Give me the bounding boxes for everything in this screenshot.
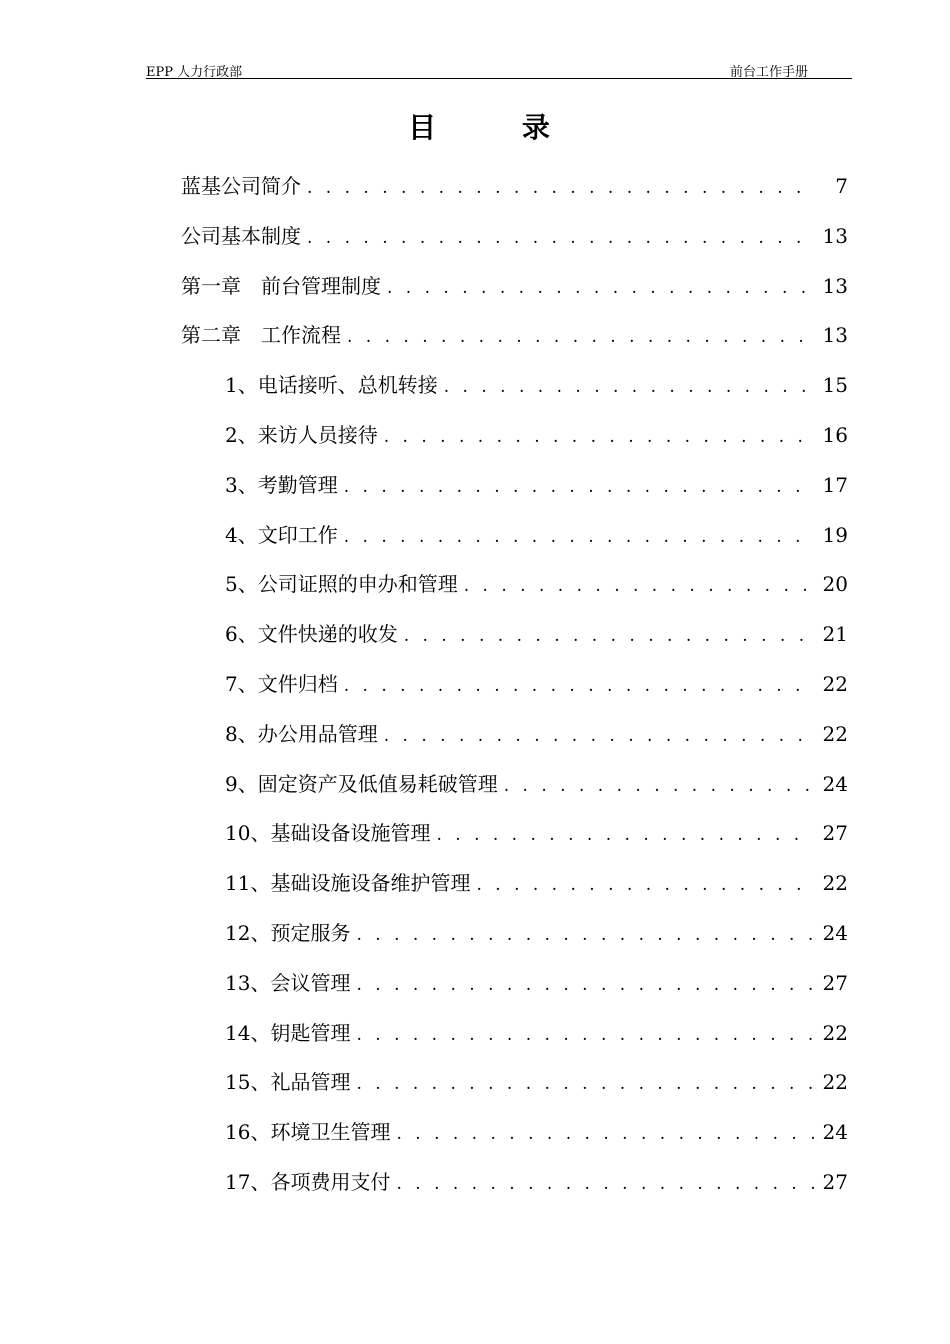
toc-entry[interactable] xyxy=(225,1114,848,1150)
toc-entry[interactable] xyxy=(225,766,848,802)
toc-entry-label: 17、各项费用支付 xyxy=(225,1170,391,1194)
toc-entry-page-number: 22 xyxy=(822,1070,848,1095)
toc-entry-label: 12、预定服务 xyxy=(225,921,351,945)
toc-entry-label: 1、电话接听、总机转接 xyxy=(225,373,438,398)
toc-leader-dots xyxy=(504,768,814,804)
toc-entry-label: 13、会议管理 xyxy=(225,970,351,995)
toc-leader-dots xyxy=(356,1066,814,1102)
toc-entry-page-number: 24 xyxy=(822,921,848,945)
toc-leader-dots xyxy=(344,519,814,555)
toc-entry[interactable] xyxy=(225,915,848,951)
toc-leader-dots xyxy=(356,917,814,953)
toc-entry-label: 15、礼品管理 xyxy=(225,1070,351,1095)
toc-entry-label: 第二章 工作流程 xyxy=(181,323,341,348)
toc-leader-dots xyxy=(476,867,814,903)
toc-entry-page-number: 19 xyxy=(822,522,848,547)
toc-leader-dots xyxy=(387,270,814,306)
header-manual-title: 前台工作手册 xyxy=(729,65,808,80)
toc-entry-page-number: 16 xyxy=(822,423,848,447)
header-department: EPP 人力行政部 xyxy=(146,65,243,80)
toc-leader-dots xyxy=(436,817,814,853)
toc-entry[interactable] xyxy=(225,1064,848,1100)
toc-entry[interactable] xyxy=(181,317,848,353)
toc-entry-page-number: 7 xyxy=(835,174,848,198)
toc-entry-page-number: 13 xyxy=(822,223,848,248)
toc-entry-label: 2、来访人员接待 xyxy=(225,423,378,447)
toc-entry-label: 16、环境卫生管理 xyxy=(225,1120,391,1145)
toc-entry[interactable] xyxy=(225,815,848,851)
toc-leader-dots xyxy=(356,1017,814,1053)
toc-entry-page-number: 22 xyxy=(822,721,848,746)
toc-entry[interactable] xyxy=(225,965,848,1001)
toc-entry[interactable] xyxy=(225,1164,848,1200)
toc-entry[interactable] xyxy=(181,268,848,304)
toc-entry-label: 7、文件归档 xyxy=(225,672,338,696)
toc-entry-label: 11、基础设施设备维护管理 xyxy=(225,871,471,896)
toc-entry-page-number: 22 xyxy=(822,672,848,696)
toc-entry-page-number: 27 xyxy=(822,970,848,995)
toc-entry-page-number: 24 xyxy=(822,1120,848,1145)
toc-entry[interactable] xyxy=(225,716,848,752)
toc-entry[interactable] xyxy=(181,218,848,254)
toc-entry-label: 4、文印工作 xyxy=(225,522,338,547)
toc-entry[interactable] xyxy=(225,616,848,652)
toc-leader-dots xyxy=(464,568,814,604)
toc-entry[interactable] xyxy=(225,467,848,503)
toc-entry-label: 公司基本制度 xyxy=(181,223,301,248)
toc-leader-dots xyxy=(404,618,814,654)
toc-entry[interactable] xyxy=(225,865,848,901)
toc-entry-label: 6、文件快递的收发 xyxy=(225,622,398,647)
toc-entry-label: 蓝基公司简介 xyxy=(181,174,301,198)
toc-entry-page-number: 27 xyxy=(822,1170,848,1194)
toc-entry-page-number: 20 xyxy=(822,572,848,597)
toc-entry-page-number: 13 xyxy=(822,273,848,298)
toc-entry-page-number: 27 xyxy=(822,821,848,846)
toc-entry-page-number: 21 xyxy=(822,622,848,647)
toc-entry-page-number: 22 xyxy=(822,871,848,896)
toc-leader-dots xyxy=(307,170,814,206)
toc-entry[interactable] xyxy=(225,1015,848,1051)
toc-leader-dots xyxy=(384,718,814,754)
page-header xyxy=(146,58,852,79)
toc-entry[interactable] xyxy=(225,517,848,553)
toc-entry[interactable] xyxy=(225,417,848,453)
toc-leader-dots xyxy=(347,319,814,355)
toc-entry-label: 10、基础设备设施管理 xyxy=(225,821,431,846)
toc-entry-page-number: 22 xyxy=(822,1020,848,1045)
toc-entry-label: 3、考勤管理 xyxy=(225,472,338,497)
toc-entry-label: 5、公司证照的申办和管理 xyxy=(225,572,458,597)
toc-entry-label: 14、钥匙管理 xyxy=(225,1020,351,1045)
toc-entry-label: 9、固定资产及低值易耗破管理 xyxy=(225,771,498,796)
toc-leader-dots xyxy=(344,668,814,704)
toc-entry[interactable] xyxy=(225,367,848,403)
toc-leader-dots xyxy=(356,967,814,1003)
toc-entry-page-number: 15 xyxy=(822,373,848,398)
toc-entry[interactable] xyxy=(181,168,848,204)
toc-leader-dots xyxy=(384,419,814,455)
toc-leader-dots xyxy=(444,369,814,405)
toc-leader-dots xyxy=(396,1116,814,1152)
toc-entry[interactable] xyxy=(225,666,848,702)
toc-entry-page-number: 24 xyxy=(822,771,848,796)
toc-entry-label: 第一章 前台管理制度 xyxy=(181,273,381,298)
toc-leader-dots xyxy=(344,469,814,505)
toc-leader-dots xyxy=(396,1166,814,1202)
toc-entry-label: 8、办公用品管理 xyxy=(225,721,378,746)
toc-entry-page-number: 17 xyxy=(822,472,848,497)
toc-entry-page-number: 13 xyxy=(822,323,848,348)
page-title: 目 录 xyxy=(408,111,588,144)
toc-entry[interactable] xyxy=(225,566,848,602)
toc-leader-dots xyxy=(307,220,814,256)
